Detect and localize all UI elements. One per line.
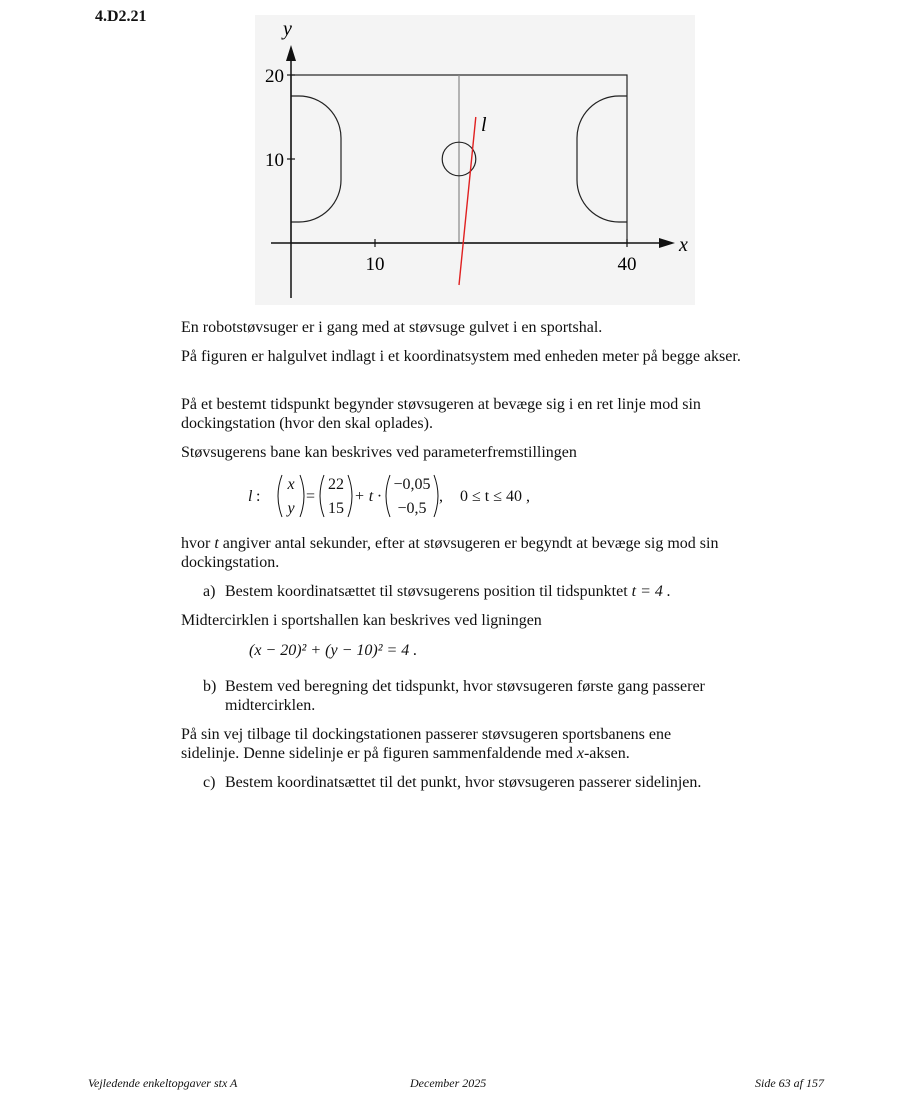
question-a [203, 582, 763, 601]
paragraph-intro: En robotstøvsuger er i gang med at støvsuge gulvet i en sportshal. [181, 319, 603, 336]
vec2-x: 22 [328, 476, 344, 493]
x-tick-label-10: 10 [365, 254, 385, 275]
sports-hall-figure [255, 15, 695, 305]
paragraph-coordinates: På figuren er halgulvet indlagt i et koordinatsystem med enheden meter på begge akser. [181, 348, 741, 365]
vec2-y: 15 [328, 500, 344, 517]
eq-colon: : [256, 488, 261, 505]
question-c-text: Bestem koordinatsættet til det punkt, hvor støvsugeren passerer sidelinjen. [225, 774, 702, 791]
vec2-right-paren [348, 475, 352, 517]
p7-var: x [576, 745, 584, 762]
question-a-label: a) [203, 583, 216, 600]
paragraph-parametric-intro: Støvsugerens bane kan beskrives ved parameterfremstillingen [181, 444, 577, 461]
question-b-label: b) [203, 678, 217, 695]
vec1-right-paren [300, 475, 304, 517]
p7-line2-post: -aksen. [583, 745, 630, 762]
task-id: 4.D2.21 [95, 8, 147, 25]
eq-equals: = [306, 488, 316, 505]
eq-line-name: l [248, 488, 253, 505]
y-tick-label-20: 20 [265, 66, 284, 87]
circle-equation: (x − 20)² + (y − 10)² = 4 . [249, 642, 418, 659]
footer-page-number: Side 63 af 157 [755, 1076, 824, 1090]
x-axis-label: x [679, 234, 688, 256]
vec1-x: x [287, 476, 295, 493]
p5-var: t [214, 535, 219, 552]
eq-range: 0 ≤ t ≤ 40 , [460, 488, 531, 505]
vec3-x: −0,05 [393, 476, 431, 493]
parametric-equation [244, 470, 544, 522]
eq-plus-t: + t · [354, 488, 382, 505]
p5-post: angiver antal sekunder, efter at støvsugeren er begyndt at bevæge sig mod sin dockingstation. [181, 535, 719, 571]
footer-center: December 2025 [410, 1076, 487, 1090]
p7-line1: På sin vej tilbage til dockingstationen passerer støvsugeren sportsbanens ene [181, 726, 672, 743]
vec1-y: y [287, 500, 295, 517]
y-axis-label: y [283, 18, 292, 40]
paragraph-movement: På et bestemt tidspunkt begynder støvsugeren at bevæge sig i en ret linje mod sin dockingstation (hvor den skal oplades). [181, 396, 701, 432]
p5-pre: hvor [181, 535, 215, 552]
paragraph-t-meaning [181, 534, 761, 572]
vec3-y: −0,5 [397, 500, 427, 517]
question-b [203, 677, 763, 715]
line-label: l [481, 114, 487, 136]
question-b-text: Bestem ved beregning det tidspunkt, hvor støvsugeren første gang passerer midtercirklen. [225, 678, 705, 714]
vec3-left-paren [386, 475, 390, 517]
paragraph-center-circle: Midtercirklen i sportshallen kan beskrives ved ligningen [181, 612, 542, 629]
y-tick-label-10: 10 [265, 150, 284, 171]
question-c [203, 773, 763, 792]
vec2-left-paren [320, 475, 324, 517]
footer-left: Vejledende enkeltopgaver stx A [88, 1076, 238, 1090]
vec1-left-paren [278, 475, 282, 517]
paragraph-sideline [181, 725, 761, 763]
x-tick-label-40: 40 [617, 254, 637, 275]
question-a-math: t = 4 . [631, 583, 671, 600]
question-c-label: c) [203, 774, 216, 791]
question-a-text: Bestem koordinatsættet til støvsugerens position til tidspunktet [225, 583, 632, 600]
eq-comma: , [439, 488, 443, 505]
p7-line2-pre: sidelinje. Denne sidelinje er på figuren sammenfaldende med [181, 745, 577, 762]
vec3-right-paren [434, 475, 438, 517]
